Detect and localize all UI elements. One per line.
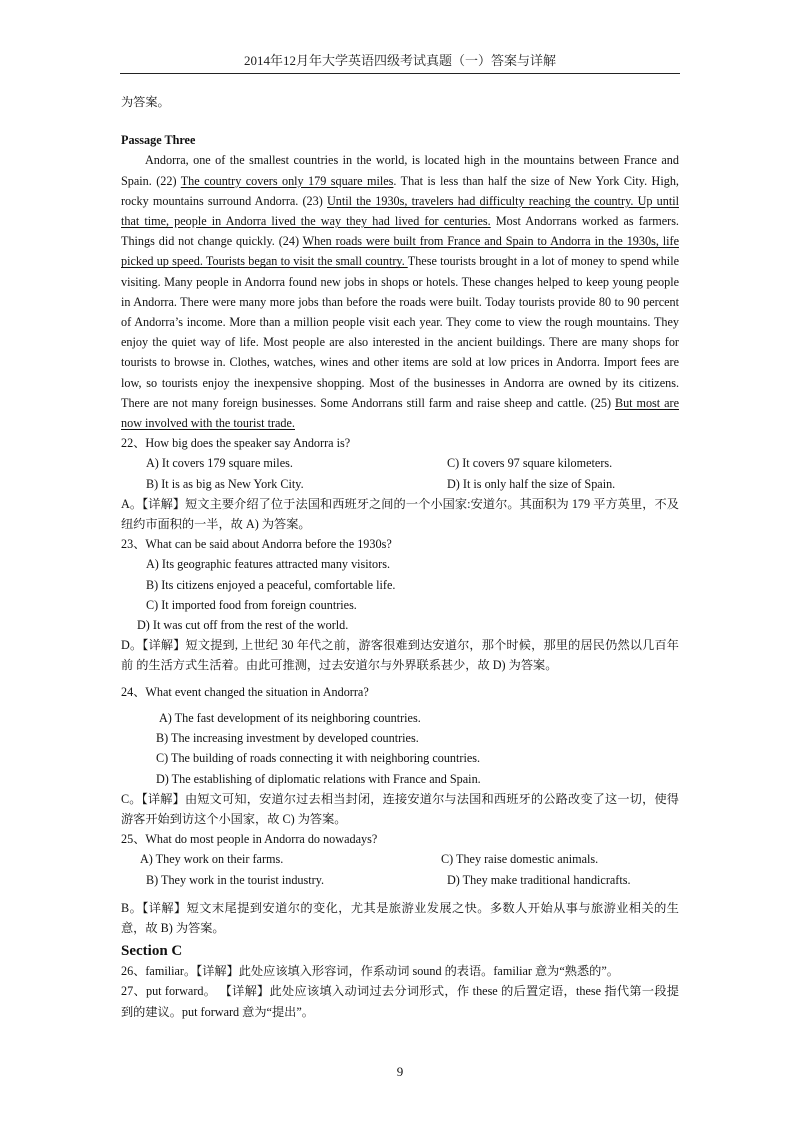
q22-option-b: B) It is as big as New York City. <box>146 476 304 491</box>
q25-option-b: B) They work in the tourist industry. <box>146 872 325 887</box>
q23-option-d: D) It was cut off from the rest of the world. <box>137 618 349 633</box>
q24-option-a: A) The fast development of its neighboring countries. <box>159 710 421 725</box>
passage-sentence-2: . That is less than half the size of New York City. High, rocky mountains surround Andorra. (23) <box>121 173 679 208</box>
underlined-answer-23: Until the 1930s, travelers had difficulty reaching the country. Up until that time, people in Andorra lived the way they had lived for centuries. <box>121 193 679 229</box>
q23-option-c: C) It imported food from foreign countries. <box>146 597 357 612</box>
underlined-answer-24: When roads were built from France and Spain to Andorra in the 1930s, life picked up speed. Tourists began to visit the small country. <box>121 234 679 269</box>
spacer <box>121 890 679 898</box>
q25-explanation: B。【详解】短文末尾提到安道尔的变化，尤其是旅游业发展之快。多数人开始从事与旅游业相关的生意，故 B) 为答案。 <box>121 900 679 935</box>
continuation-line: 为答案。 <box>121 95 170 109</box>
passage-sentence-1: Andorra, one of the smallest countries in the world, is located high in the mountains between France and Spain. (22) <box>121 153 679 188</box>
q24-option-d: D) The establishing of diplomatic relations with France and Spain. <box>156 771 481 786</box>
question-22: 22、How big does the speaker say Andorra is? <box>121 436 351 451</box>
q25-option-c: C) They raise domestic animals. <box>441 852 599 867</box>
q24-option-c: C) The building of roads connecting it with neighboring countries. <box>156 751 481 766</box>
answer-26: 26、familiar。【详解】此处应该填入形容词，作系动词 sound 的表语。familiar 意为“熟悉的”。 <box>121 964 619 979</box>
q23-option-a: A) Its geographic features attracted many visitors. <box>146 557 390 572</box>
q25-option-d: D) They make traditional handicrafts. <box>447 872 631 887</box>
header-rule <box>120 73 680 74</box>
underlined-answer-25: But most are now involved with the tourist trade. <box>121 395 679 431</box>
q22-option-c: C) It covers 97 square kilometers. <box>447 456 613 471</box>
q22-options-row-2 <box>121 474 679 494</box>
q22-options-row-1 <box>121 453 679 473</box>
q22-explanation: A。【详解】短文主要介绍了位于法国和西班牙之间的一个小国家:安道尔。其面积为 179 平方英里，不及纽约市面积的一半，故 A) 为答案。 <box>121 496 679 532</box>
q23-option-b: B) Its citizens enjoyed a peaceful, comfortable life. <box>146 577 396 592</box>
passage-heading: Passage Three <box>121 133 196 148</box>
question-24: 24、What event changed the situation in Andorra? <box>121 684 369 699</box>
q22-option-d: D) It is only half the size of Spain. <box>447 476 616 491</box>
q22-option-a: A) It covers 179 square miles. <box>146 456 293 471</box>
underlined-answer-22: The country covers only 179 square miles <box>180 173 394 188</box>
q24-option-b: B) The increasing investment by developed countries. <box>156 731 419 746</box>
question-23: 23、What can be said about Andorra before the 1930s? <box>121 537 392 552</box>
page-content <box>121 92 679 1022</box>
page-number: 9 <box>396 1064 404 1079</box>
passage-sentence-4: These tourists brought in a lot of money to spend while visiting. Many people in Andorra found new jobs in shops or hotels. These changes helped to keep young people in Andorra. There were many more jobs than before the roads were built. Today tourists provide 80 to 90 percent of Andorra’s income. More than a million people visit each year. They come to view the rough mountains. They enjoy the quiet way of life. Most people are also interested in the ancient buildings. There are many shops for tourists to browse in. Clothes, watches, wines and other items are sold at low prices in Andorra. Import fees are low, so tourists enjoy the inexpensive shopping. Most of the businesses in Andorra are owned by its citizens. There are not many foreign businesses. Some Andorrans still farm and raise sheep and cattle. (25) <box>121 254 679 410</box>
q25-option-a: A) They work on their farms. <box>140 852 284 867</box>
question-25: 25、What do most people in Andorra do nowadays? <box>121 832 378 847</box>
section-c-heading: Section C <box>121 943 183 960</box>
q25-options-row-1 <box>121 849 679 869</box>
page-header: 2014年12月年大学英语四级考试真题（一）答案与详解 <box>243 53 556 68</box>
q23-explanation: D。【详解】短文提到, 上世纪 30 年代之前，游客很难到达安道尔，那个时候，那里的居民仍然以几百年前 的生活方式生活着。由此可推测，过去安道尔与外界联系甚少，故 D) 为答案。 <box>121 638 679 673</box>
answer-27: 27、put forward。 【详解】此处应该填入动词过去分词形式，作 these 的后置定语，these 指代第一段提到的建议。put forward 意为“提出”。 <box>121 984 679 1019</box>
q24-explanation: C。【详解】由短文可知，安道尔过去相当封闭，连接安道尔与法国和西班牙的公路改变了这一切，使得游客开始到访这个小国家，故 C) 为答案。 <box>121 791 679 826</box>
passage-sentence-3: Most Andorrans worked as farmers. Things did not change quickly. (24) <box>121 214 679 249</box>
q25-options-row-2 <box>121 870 679 890</box>
passage-text <box>121 150 679 433</box>
